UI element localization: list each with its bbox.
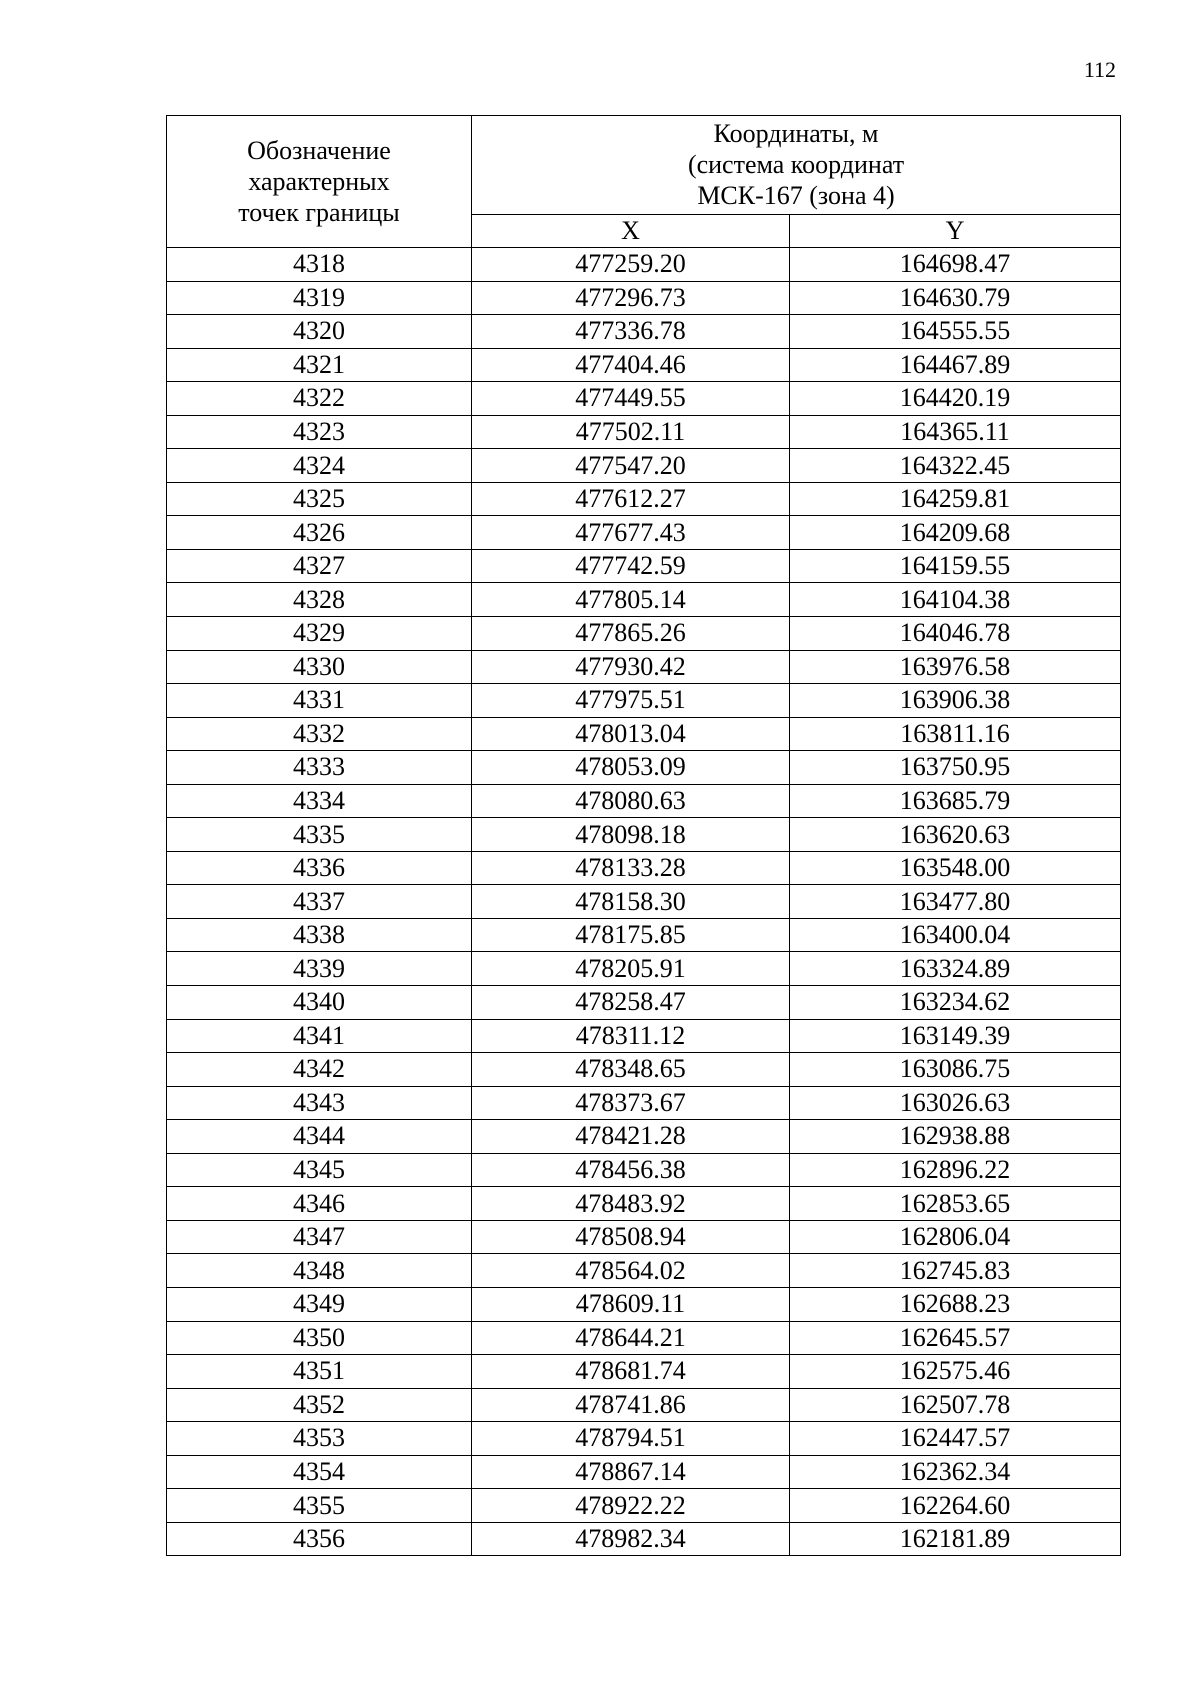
table-row xyxy=(167,248,1121,282)
point-cell: 4329 xyxy=(167,617,472,651)
y-coordinate-cell: 162853.65 xyxy=(790,1187,1121,1221)
y-coordinate-cell: 162745.83 xyxy=(790,1254,1121,1288)
table-row xyxy=(167,549,1121,583)
x-coordinate-cell: 477742.59 xyxy=(472,549,790,583)
point-cell: 4319 xyxy=(167,281,472,315)
point-cell: 4318 xyxy=(167,248,472,282)
y-coordinate-cell: 162362.34 xyxy=(790,1455,1121,1489)
point-cell: 4322 xyxy=(167,382,472,416)
y-coordinate-cell: 164259.81 xyxy=(790,482,1121,516)
y-coordinate-cell: 163086.75 xyxy=(790,1053,1121,1087)
point-cell: 4326 xyxy=(167,516,472,550)
table-row xyxy=(167,1086,1121,1120)
point-cell: 4347 xyxy=(167,1220,472,1254)
x-coordinate-cell: 478348.65 xyxy=(472,1053,790,1087)
coordinates-group-header xyxy=(472,116,1121,215)
table-row xyxy=(167,1220,1121,1254)
point-cell: 4343 xyxy=(167,1086,472,1120)
x-coordinate-cell: 478483.92 xyxy=(472,1187,790,1221)
table-row xyxy=(167,717,1121,751)
table-header xyxy=(167,116,1121,248)
table-row xyxy=(167,1019,1121,1053)
y-coordinate-cell: 164555.55 xyxy=(790,315,1121,349)
x-coordinate-cell: 478982.34 xyxy=(472,1522,790,1556)
x-coordinate-cell: 478644.21 xyxy=(472,1321,790,1355)
point-cell: 4354 xyxy=(167,1455,472,1489)
point-cell: 4342 xyxy=(167,1053,472,1087)
x-coordinate-cell: 478456.38 xyxy=(472,1153,790,1187)
table-row xyxy=(167,1455,1121,1489)
x-coordinate-cell: 477296.73 xyxy=(472,281,790,315)
x-coordinate-cell: 478258.47 xyxy=(472,986,790,1020)
x-coordinate-cell: 477449.55 xyxy=(472,382,790,416)
x-coordinate-cell: 478609.11 xyxy=(472,1287,790,1321)
x-column-header: X xyxy=(472,214,790,247)
point-cell: 4328 xyxy=(167,583,472,617)
table-row xyxy=(167,315,1121,349)
x-coordinate-cell: 478175.85 xyxy=(472,918,790,952)
x-coordinate-cell: 477930.42 xyxy=(472,650,790,684)
x-coordinate-cell: 478564.02 xyxy=(472,1254,790,1288)
y-coordinate-cell: 163750.95 xyxy=(790,751,1121,785)
point-cell: 4330 xyxy=(167,650,472,684)
coords-header-line: (система координат xyxy=(687,150,905,180)
x-coordinate-cell: 478053.09 xyxy=(472,751,790,785)
table-row xyxy=(167,1153,1121,1187)
point-cell: 4353 xyxy=(167,1422,472,1456)
point-header-line: характерных xyxy=(248,167,390,196)
y-coordinate-cell: 164159.55 xyxy=(790,549,1121,583)
point-cell: 4332 xyxy=(167,717,472,751)
point-header-line: точек границы xyxy=(238,198,400,227)
y-coordinate-cell: 162447.57 xyxy=(790,1422,1121,1456)
point-cell: 4338 xyxy=(167,918,472,952)
x-coordinate-cell: 477865.26 xyxy=(472,617,790,651)
table-row xyxy=(167,415,1121,449)
point-cell: 4356 xyxy=(167,1522,472,1556)
x-coordinate-cell: 477547.20 xyxy=(472,449,790,483)
x-coordinate-cell: 477259.20 xyxy=(472,248,790,282)
x-coordinate-cell: 478098.18 xyxy=(472,818,790,852)
table-row xyxy=(167,918,1121,952)
y-coordinate-cell: 162181.89 xyxy=(790,1522,1121,1556)
y-coordinate-cell: 162264.60 xyxy=(790,1489,1121,1523)
table-row xyxy=(167,1489,1121,1523)
y-coordinate-cell: 164365.11 xyxy=(790,415,1121,449)
table-row xyxy=(167,1522,1121,1556)
table-row xyxy=(167,1254,1121,1288)
y-coordinate-cell: 163548.00 xyxy=(790,851,1121,885)
point-cell: 4349 xyxy=(167,1287,472,1321)
point-cell: 4337 xyxy=(167,885,472,919)
point-cell: 4324 xyxy=(167,449,472,483)
point-cell: 4339 xyxy=(167,952,472,986)
y-coordinate-cell: 164209.68 xyxy=(790,516,1121,550)
table-row xyxy=(167,1120,1121,1154)
x-coordinate-cell: 477975.51 xyxy=(472,684,790,718)
x-coordinate-cell: 477612.27 xyxy=(472,482,790,516)
y-coordinate-cell: 162688.23 xyxy=(790,1287,1121,1321)
point-cell: 4355 xyxy=(167,1489,472,1523)
y-coordinate-cell: 162896.22 xyxy=(790,1153,1121,1187)
table-body xyxy=(167,248,1121,1556)
x-coordinate-cell: 478080.63 xyxy=(472,784,790,818)
table-row xyxy=(167,952,1121,986)
y-coordinate-cell: 164046.78 xyxy=(790,617,1121,651)
table-row xyxy=(167,885,1121,919)
table-row xyxy=(167,1355,1121,1389)
boundary-coordinates-table xyxy=(166,115,1121,1556)
point-cell: 4352 xyxy=(167,1388,472,1422)
table-row xyxy=(167,1187,1121,1221)
x-coordinate-cell: 478922.22 xyxy=(472,1489,790,1523)
point-cell: 4325 xyxy=(167,482,472,516)
page-number: 112 xyxy=(1083,57,1116,82)
point-cell: 4333 xyxy=(167,751,472,785)
y-coordinate-cell: 163976.58 xyxy=(790,650,1121,684)
y-coordinate-cell: 164467.89 xyxy=(790,348,1121,382)
table-row xyxy=(167,516,1121,550)
point-header-line: Обозначение xyxy=(247,136,391,165)
y-coordinate-cell: 164698.47 xyxy=(790,248,1121,282)
x-coordinate-cell: 478373.67 xyxy=(472,1086,790,1120)
point-cell: 4341 xyxy=(167,1019,472,1053)
table-row xyxy=(167,1321,1121,1355)
x-coordinate-cell: 478158.30 xyxy=(472,885,790,919)
point-cell: 4350 xyxy=(167,1321,472,1355)
table-row xyxy=(167,818,1121,852)
y-coordinate-cell: 163324.89 xyxy=(790,952,1121,986)
table-row xyxy=(167,650,1121,684)
x-coordinate-cell: 478133.28 xyxy=(472,851,790,885)
table-row xyxy=(167,583,1121,617)
table-row xyxy=(167,1388,1121,1422)
point-cell: 4327 xyxy=(167,549,472,583)
table-row xyxy=(167,851,1121,885)
y-coordinate-cell: 164630.79 xyxy=(790,281,1121,315)
x-coordinate-cell: 478867.14 xyxy=(472,1455,790,1489)
x-coordinate-cell: 478013.04 xyxy=(472,717,790,751)
x-coordinate-cell: 477805.14 xyxy=(472,583,790,617)
y-coordinate-cell: 162645.57 xyxy=(790,1321,1121,1355)
y-coordinate-cell: 162575.46 xyxy=(790,1355,1121,1389)
point-cell: 4348 xyxy=(167,1254,472,1288)
coords-header-line: МСК-167 (зона 4) xyxy=(697,181,895,211)
point-cell: 4323 xyxy=(167,415,472,449)
x-coordinate-cell: 478421.28 xyxy=(472,1120,790,1154)
x-coordinate-cell: 478741.86 xyxy=(472,1388,790,1422)
table-row xyxy=(167,1053,1121,1087)
x-coordinate-cell: 477502.11 xyxy=(472,415,790,449)
x-coordinate-cell: 477677.43 xyxy=(472,516,790,550)
y-coordinate-cell: 163400.04 xyxy=(790,918,1121,952)
table-row xyxy=(167,482,1121,516)
y-coordinate-cell: 163234.62 xyxy=(790,986,1121,1020)
y-coordinate-cell: 164420.19 xyxy=(790,382,1121,416)
table-row xyxy=(167,1287,1121,1321)
x-coordinate-cell: 477404.46 xyxy=(472,348,790,382)
y-column-header: Y xyxy=(790,214,1121,247)
point-cell: 4344 xyxy=(167,1120,472,1154)
table-row xyxy=(167,784,1121,818)
y-coordinate-cell: 164104.38 xyxy=(790,583,1121,617)
y-coordinate-cell: 163149.39 xyxy=(790,1019,1121,1053)
coords-header-line: Координаты, м xyxy=(713,119,879,149)
point-cell: 4351 xyxy=(167,1355,472,1389)
y-coordinate-cell: 162507.78 xyxy=(790,1388,1121,1422)
point-cell: 4320 xyxy=(167,315,472,349)
point-cell: 4334 xyxy=(167,784,472,818)
table-row xyxy=(167,617,1121,651)
y-coordinate-cell: 163906.38 xyxy=(790,684,1121,718)
point-cell: 4335 xyxy=(167,818,472,852)
table-row xyxy=(167,449,1121,483)
y-coordinate-cell: 163477.80 xyxy=(790,885,1121,919)
point-cell: 4346 xyxy=(167,1187,472,1221)
table-row xyxy=(167,986,1121,1020)
table-row xyxy=(167,382,1121,416)
y-coordinate-cell: 164322.45 xyxy=(790,449,1121,483)
point-cell: 4321 xyxy=(167,348,472,382)
point-cell: 4345 xyxy=(167,1153,472,1187)
y-coordinate-cell: 162938.88 xyxy=(790,1120,1121,1154)
y-coordinate-cell: 163811.16 xyxy=(790,717,1121,751)
table-row xyxy=(167,751,1121,785)
x-coordinate-cell: 478311.12 xyxy=(472,1019,790,1053)
y-coordinate-cell: 162806.04 xyxy=(790,1220,1121,1254)
point-column-header xyxy=(167,116,472,248)
y-coordinate-cell: 163685.79 xyxy=(790,784,1121,818)
x-coordinate-cell: 477336.78 xyxy=(472,315,790,349)
table-row xyxy=(167,1422,1121,1456)
y-coordinate-cell: 163620.63 xyxy=(790,818,1121,852)
point-cell: 4340 xyxy=(167,986,472,1020)
table-row xyxy=(167,281,1121,315)
y-coordinate-cell: 163026.63 xyxy=(790,1086,1121,1120)
point-cell: 4331 xyxy=(167,684,472,718)
point-cell: 4336 xyxy=(167,851,472,885)
x-coordinate-cell: 478794.51 xyxy=(472,1422,790,1456)
x-coordinate-cell: 478508.94 xyxy=(472,1220,790,1254)
x-coordinate-cell: 478681.74 xyxy=(472,1355,790,1389)
table-row xyxy=(167,348,1121,382)
x-coordinate-cell: 478205.91 xyxy=(472,952,790,986)
table-row xyxy=(167,684,1121,718)
